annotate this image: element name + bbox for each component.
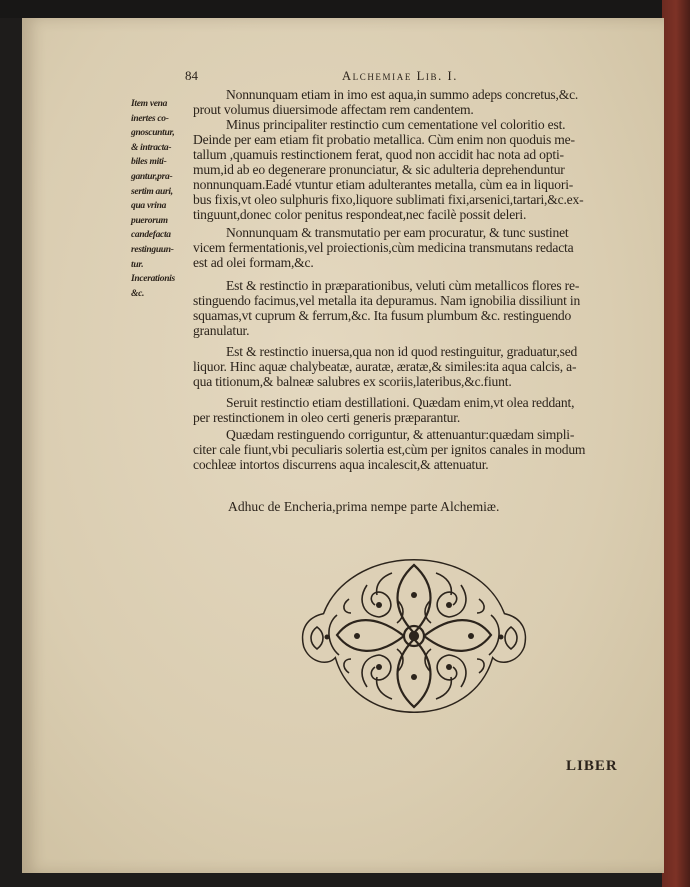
- paragraph: [193, 427, 638, 472]
- margin-note-line: Item vena: [131, 99, 168, 109]
- text-line: Nonnunquam & transmutatio per eam procuratur, & tunc sustinet: [226, 225, 569, 240]
- margin-note-line: &c.: [131, 288, 145, 299]
- text-line: per restinctionem in oleo certi generis præparantur.: [193, 410, 461, 425]
- margin-note-line: Incerationis: [131, 274, 175, 285]
- text-line: granulatur.: [193, 323, 250, 338]
- text-line: cochleæ intortos discurrens aqua incalescit,& attenuatur.: [193, 457, 489, 472]
- paragraph: [193, 395, 638, 425]
- text-line: mum,id ab eo degenerare pronunciatur, & sic adulteria deprehenduntur: [193, 162, 565, 177]
- margin-note-line: tur.: [131, 259, 144, 270]
- page-number: 84: [185, 68, 198, 83]
- text-line: liquor. Hinc aquæ chalybeatæ, auratæ, æratæ,& similes:ita aqua calcis, a-: [193, 359, 577, 374]
- catchword: LIBER: [566, 758, 618, 774]
- book-cover-edge: [662, 0, 690, 887]
- text-line: Est & restinctio inuersa,qua non id quod restinguitur, graduatur,sed: [226, 344, 578, 359]
- margin-note-line: gantur,pra-: [131, 171, 173, 182]
- text-line: tallum ,quamuis restinctionem ferat, quod non accidit hac nota ad opti-: [193, 147, 564, 162]
- text-line: bus fixis,vt oleo sulphuris fixo,liquore sublimati fixi,arsenici,tartari,&c.ex-: [193, 192, 584, 207]
- main-text: [193, 87, 638, 472]
- text-line: Minus principaliter restinctio cum cementatione vel coloritio est.: [226, 117, 566, 132]
- text-line: prout volumus diuersimode affectam rem candentem.: [193, 102, 474, 117]
- text-line: qua titionum,& balneæ salubres ex scoriis,lateribus,&c.fiunt.: [193, 374, 512, 389]
- paragraph: [193, 278, 638, 338]
- margin-note-line: inertes co-: [131, 113, 169, 124]
- text-line: stinguendo facimus,vel metalla ita depuramus. Nam ignobilia dissiliunt in: [193, 293, 581, 308]
- margin-note-line: & intracta-: [131, 142, 172, 153]
- text-line: tinguunt,donec color penitus respondeat,nec facilè possit deleri.: [193, 207, 527, 222]
- running-head: Alchemiae Lib. I.: [342, 69, 459, 83]
- paragraph: [193, 117, 638, 222]
- book-binding-top: [0, 0, 690, 18]
- text-line: citer cale fiunt,vbi peculiaris solertia est,cùm per ignitos canales in modum: [193, 442, 586, 457]
- text-line: Quædam restinguendo corriguntur, & attenuantur:quædam simpli-: [226, 427, 575, 442]
- text-line: est ad olei formam,&c.: [193, 255, 314, 270]
- paragraph: [193, 87, 638, 117]
- text-line: vicem fermentationis,vel proiectionis,cùm medicina transmutans redacta: [193, 240, 574, 255]
- text-line: nonnunquam.Eadé vtuntur etiam adulterantes metalla, cùm ea in liquori-: [193, 177, 574, 192]
- closing-line: Adhuc de Encheria,prima nempe parte Alchemiæ.: [228, 499, 500, 514]
- margin-notes: [131, 97, 193, 301]
- floral-ornament-icon: [297, 555, 531, 717]
- margin-note-line: restinguun-: [131, 244, 174, 255]
- text-line: Est & restinctio in præparationibus, veluti cùm metallicos flores re-: [226, 278, 580, 293]
- margin-note-line: qua vrina: [131, 201, 167, 212]
- text-line: Seruit restinctio etiam destillationi. Quædam enim,vt olea reddant,: [226, 395, 575, 410]
- paragraph: [193, 344, 638, 389]
- margin-note-line: gnoscuntur,: [131, 128, 175, 139]
- paragraph: [193, 225, 638, 270]
- text-line: Nonnunquam etiam in imo est aqua,in summo adeps concretus,&c.: [226, 87, 579, 102]
- margin-note-line: sertim auri,: [131, 186, 173, 197]
- text-line: squamas,vt cuprum & ferrum,&c. Ita fusum plumbum &c. restinguendo: [193, 308, 572, 323]
- margin-note-line: puerorum: [131, 215, 168, 226]
- margin-note-line: candefacta: [131, 230, 171, 241]
- text-line: Deinde per eam etiam fit probatio metallica. Cùm enim non quoduis me-: [193, 132, 575, 147]
- margin-note-line: biles miti-: [131, 157, 167, 168]
